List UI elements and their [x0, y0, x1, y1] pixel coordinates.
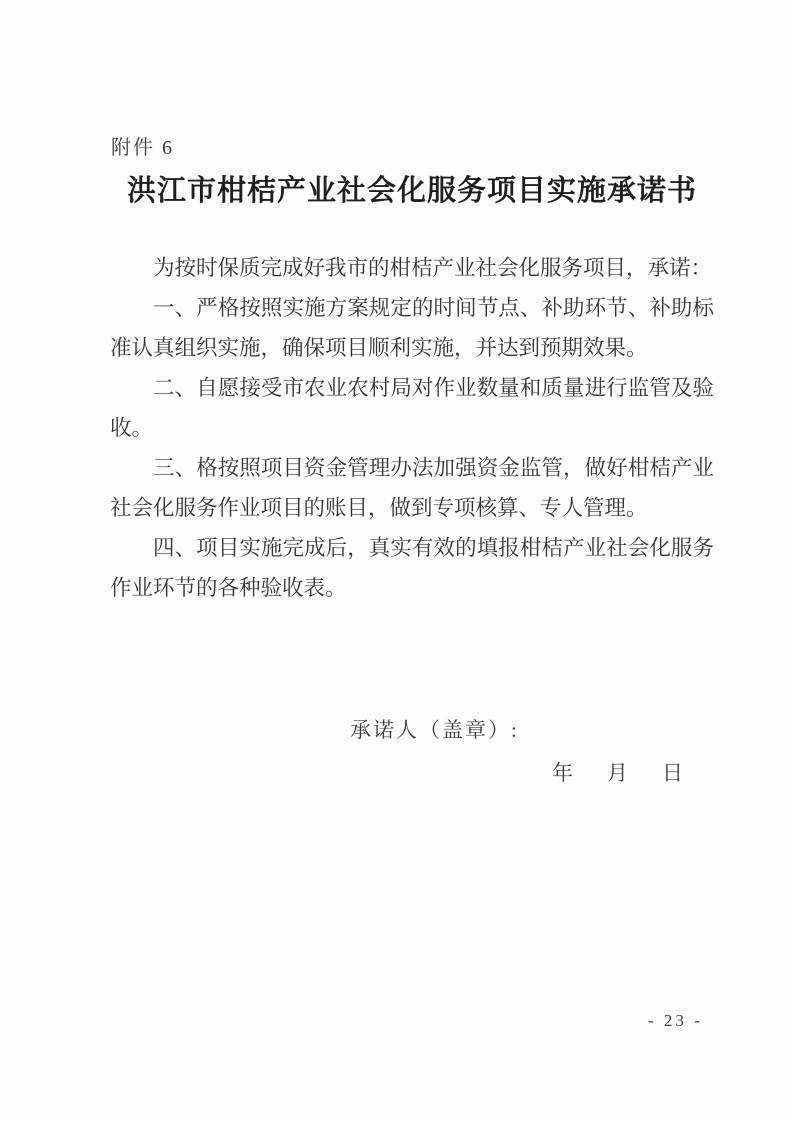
paragraph-intro: 为按时保质完成好我市的柑桔产业社会化服务项目，承诺：: [153, 256, 713, 280]
attachment-label: 附件 6: [111, 137, 174, 159]
paragraph-item-4: 四、项目实施完成后，真实有效的填报柑桔产业社会化服务作业环节的各种验收表。: [110, 536, 714, 600]
page-number: - 23 -: [648, 1011, 703, 1030]
paragraph-item-3: 三、格按照项目资金管理办法加强资金监管，做好柑桔产业社会化服务作业项目的账目，做到专项核算、专人管理。: [110, 456, 714, 520]
date-year-label: 年: [552, 761, 573, 785]
paragraph-item-2: 二、自愿接受市农业农村局对作业数量和质量进行监管及验收。: [110, 376, 714, 440]
document-body: [110, 248, 714, 608]
date-line: [552, 757, 683, 787]
page-title: 洪江市柑桔产业社会化服务项目实施承诺书: [126, 175, 697, 207]
date-month-label: 月: [607, 761, 628, 785]
paragraph-item-1: 一、严格按照实施方案规定的时间节点、补助环节、补助标准认真组织实施，确保项目顺利实施，并达到预期效果。: [110, 296, 714, 360]
signature-label: 承诺人（盖章）:: [350, 718, 519, 742]
date-day-label: 日: [662, 761, 683, 785]
